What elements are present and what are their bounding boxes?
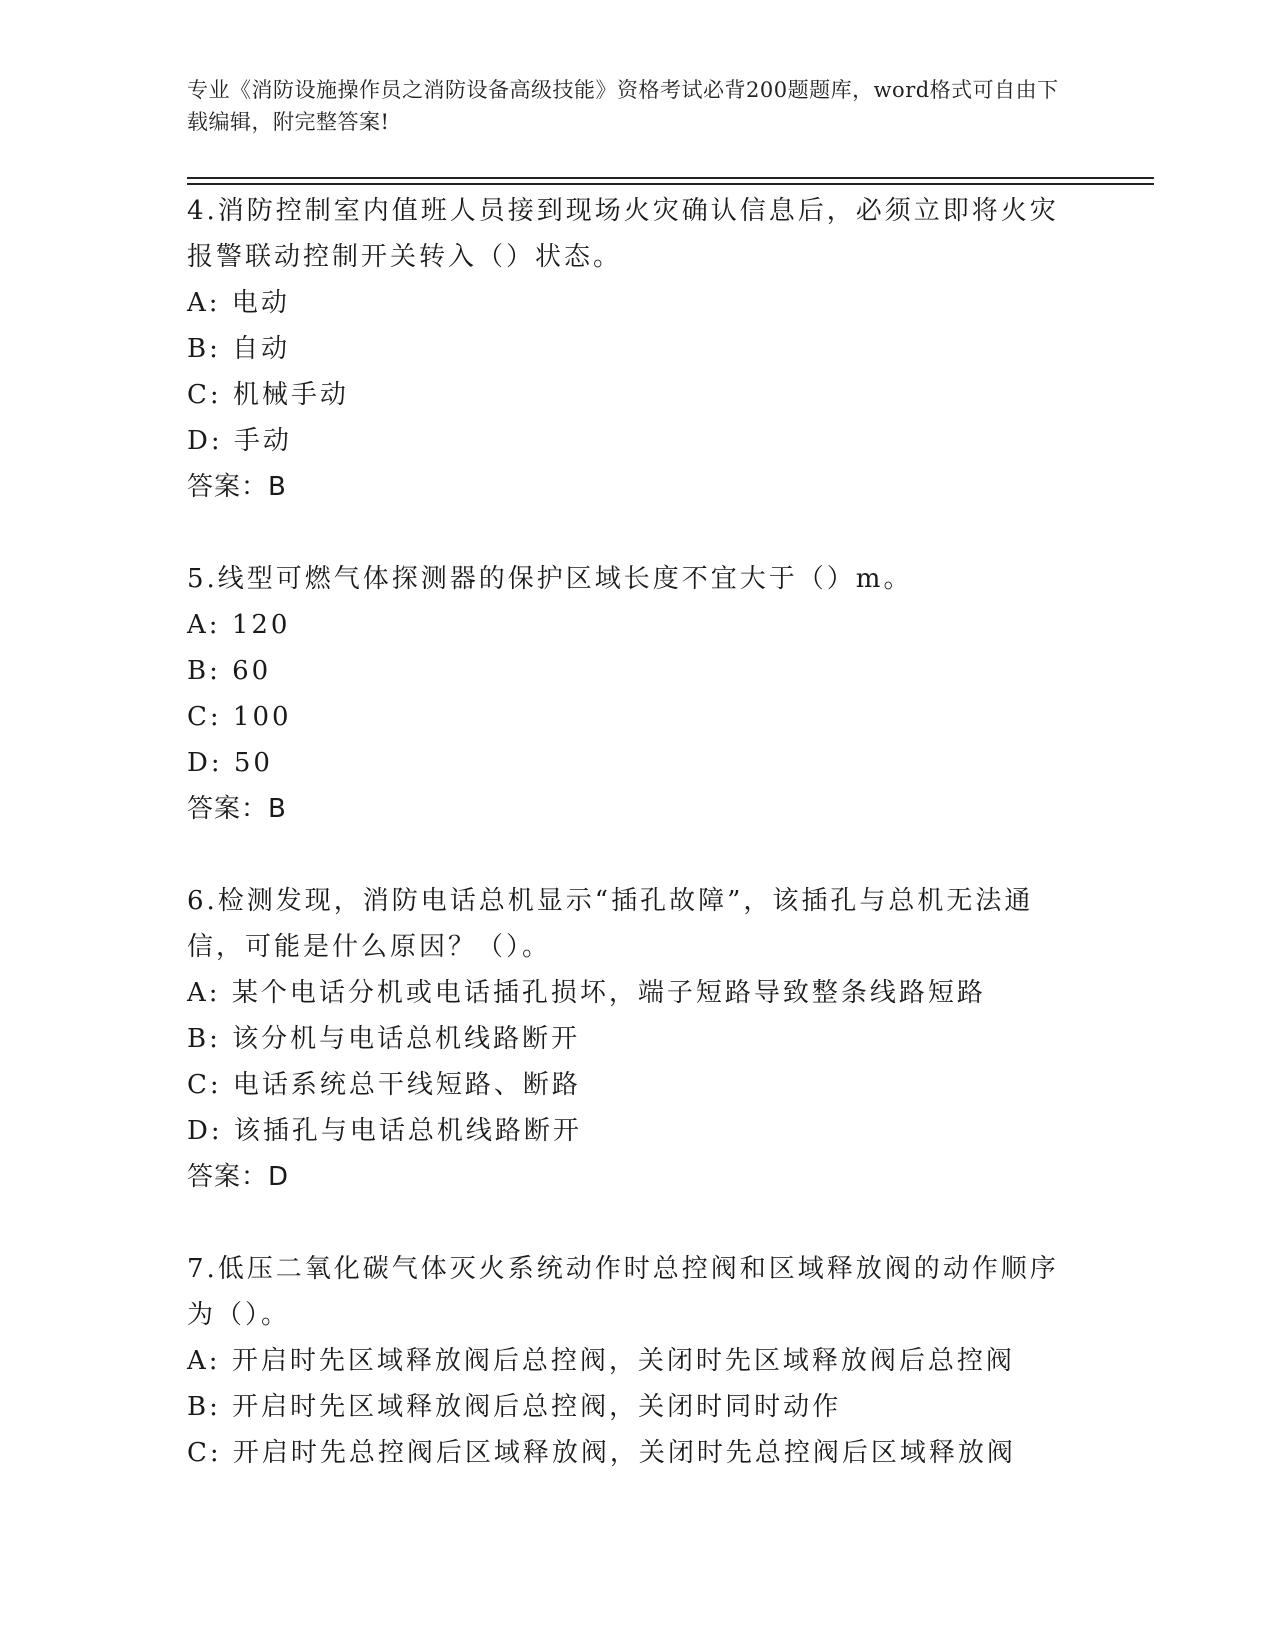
option-text: 机械手动 [232, 380, 349, 410]
option-text: 50 [233, 748, 273, 778]
option-text: 60 [232, 656, 272, 686]
option-text: 电话系统总干线短路、断路 [232, 1070, 581, 1100]
option-key: C: [187, 1070, 222, 1100]
option-text: 100 [232, 702, 292, 732]
option-text: 开启时先区域释放阀后总控阀，关闭时先区域释放阀后总控阀 [231, 1346, 1015, 1376]
option-key: D: [187, 1116, 223, 1146]
option-d [187, 418, 1087, 464]
option-b [187, 648, 1087, 694]
header-rule-top [187, 177, 1154, 179]
option-text: 手动 [233, 426, 292, 456]
option-text: 开启时先区域释放阀后总控阀，关闭时同时动作 [232, 1392, 842, 1422]
option-key: D: [187, 426, 223, 456]
question-6 [187, 878, 1087, 1200]
option-b [187, 326, 1087, 372]
option-text: 开启时先总控阀后区域释放阀，关闭时先总控阀后区域释放阀 [232, 1438, 1016, 1468]
option-c [187, 1430, 1087, 1476]
answer: 答案：B [187, 472, 287, 502]
option-key: A: [187, 288, 221, 318]
answer: 答案：D [187, 1162, 290, 1192]
question-stem: 6.检测发现，消防电话总机显示“插孔故障”，该插孔与总机无法通信，可能是什么原因？（）。 [187, 886, 1034, 962]
question-stem: 4.消防控制室内值班人员接到现场火灾确认信息后，必须立即将火灾报警联动控制开关转入（）状态。 [187, 196, 1059, 272]
option-key: B: [187, 1392, 221, 1422]
option-c [187, 1062, 1087, 1108]
option-key: C: [187, 1438, 222, 1468]
option-key: C: [187, 380, 222, 410]
option-c [187, 372, 1087, 418]
option-key: A: [187, 978, 221, 1008]
option-a [187, 602, 1087, 648]
document-header: 专业《消防设施操作员之消防设备高级技能》资格考试必背200题题库，word格式可自由下载编辑，附完整答案! [187, 78, 1059, 134]
option-text: 该插孔与电话总机线路断开 [233, 1116, 582, 1146]
question-4 [187, 188, 1087, 510]
option-key: B: [187, 334, 221, 364]
option-text: 自动 [232, 334, 291, 364]
question-stem: 7.低压二氧化碳气体灭火系统动作时总控阀和区域释放阀的动作顺序为（）。 [187, 1254, 1059, 1330]
option-key: B: [187, 656, 221, 686]
option-c [187, 694, 1087, 740]
question-7 [187, 1246, 1087, 1476]
option-d [187, 1108, 1087, 1154]
answer: 答案：B [187, 794, 287, 824]
option-key: A: [187, 1346, 221, 1376]
option-key: B: [187, 1024, 221, 1054]
option-d [187, 740, 1087, 786]
question-stem: 5.线型可燃气体探测器的保护区域长度不宜大于（）m。 [187, 564, 913, 594]
option-text: 120 [231, 610, 291, 640]
option-key: D: [187, 748, 223, 778]
option-b [187, 1016, 1087, 1062]
question-list [187, 188, 1087, 1522]
question-5 [187, 556, 1087, 832]
option-text: 该分机与电话总机线路断开 [232, 1024, 581, 1054]
option-b [187, 1384, 1087, 1430]
option-a [187, 970, 1087, 1016]
option-a [187, 1338, 1087, 1384]
header-rule-bottom [187, 183, 1154, 185]
option-key: C: [187, 702, 222, 732]
option-text: 某个电话分机或电话插孔损坏，端子短路导致整条线路短路 [231, 978, 986, 1008]
option-key: A: [187, 610, 221, 640]
option-a [187, 280, 1087, 326]
option-text: 电动 [231, 288, 290, 318]
